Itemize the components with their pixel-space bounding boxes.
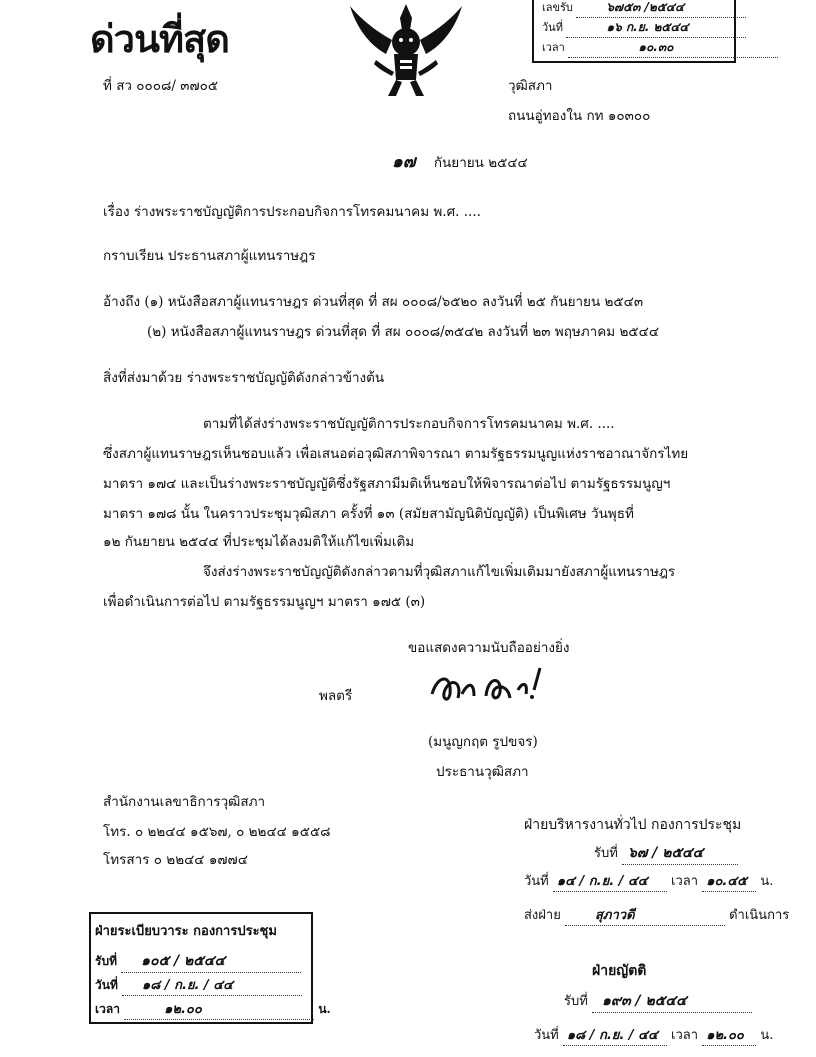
office-phone: โทร. ๐ ๒๒๔๔ ๑๕๖๗, ๐ ๒๒๔๔ ๑๕๕๘ <box>103 824 331 840</box>
reference-2: (๒) หนังสือสภาผู้แทนราษฎร ด่วนที่สุด ที่ สผ ๐๐๐๘/๓๕๔๒ ลงวันที่ ๒๓ พฤษภาคม ๒๕๔๔ <box>147 324 660 340</box>
top-stamp-row3-label: เวลา <box>542 41 565 54</box>
body-line-5: ๑๒ กันยายน ๒๕๔๔ ที่ประชุมได้ลงมติให้แก้ไขเพิ่มเติม <box>103 534 415 550</box>
received-stamp-top <box>532 0 736 63</box>
enclosure-line: สิ่งที่ส่งมาด้วย ร่างพระราชบัญญัติดังกล่าวข้างต้น <box>103 370 385 386</box>
admin-stamp-action-label: ดำเนินการ <box>729 908 790 923</box>
agenda-stamp-time-suffix: น. <box>318 1002 331 1016</box>
reference-1: อ้างถึง (๑) หนังสือสภาผู้แทนราษฎร ด่วนที่สุด ที่ สผ ๐๐๐๘/๖๕๒๐ ลงวันที่ ๒๕ กันยายน ๒๕๔๓ <box>103 294 644 310</box>
admin-stamp-recv-label: รับที่ <box>594 846 618 861</box>
agenda-stamp-time-value: ๑๒.๐๐ <box>124 998 314 1020</box>
legal-stamp-date-label: วันที่ <box>534 1028 559 1043</box>
letter-date <box>392 148 528 175</box>
agenda-stamp-date-label: วันที่ <box>95 978 118 992</box>
recipient-line: กราบเรียน ประธานสภาผู้แทนราษฎร <box>103 248 316 264</box>
admin-stamp-dept-value: สุภาวดี <box>565 904 725 926</box>
top-stamp-row2-value: ๑๖ ก.ย. ๒๕๔๔ <box>566 18 746 38</box>
admin-stamp-date-label: วันที่ <box>524 874 549 889</box>
letter-date-month-year: กันยายน ๒๕๔๔ <box>433 155 528 171</box>
garuda-emblem-icon <box>346 0 466 100</box>
letter-date-day: ๑๗ <box>392 152 416 172</box>
handwritten-signature <box>428 664 558 714</box>
admin-stamp-date-value: ๑๔ / ก.ย. / ๔๔ <box>553 870 667 892</box>
sender-org: วุฒิสภา <box>508 78 553 94</box>
admin-stamp-time-label: เวลา <box>671 874 699 889</box>
sender-address: ถนนอู่ทองใน กท ๑๐๓๐๐ <box>508 108 651 124</box>
admin-stamp-title: ฝ่ายบริหารงานทั่วไป กองการประชุม <box>524 817 742 833</box>
agenda-stamp-title: ฝ่ายระเบียบวาระ กองการประชุม <box>95 924 277 939</box>
legal-stamp-time-value: ๑๒.๐๐ <box>702 1024 756 1046</box>
admin-stamp-time-suffix: น. <box>760 874 774 889</box>
body-line-4: มาตรา ๑๗๘ นั้น ในคราวประชุมวุฒิสภา ครั้งที่ ๑๓ (สมัยสามัญนิติบัญญัติ) เป็นพิเศษ วันพุธที่ <box>103 506 634 522</box>
body-line-2: ซึ่งสภาผู้แทนราษฎรเห็นชอบแล้ว เพื่อเสนอต่อวุฒิสภาพิจารณา ตามรัฐธรรมนูญแห่งราชอาณาจักรไทย <box>103 446 689 462</box>
top-stamp-row2-label: วันที่ <box>542 21 563 34</box>
agenda-stamp-date-value: ๑๘ / ก.ย. / ๔๔ <box>122 974 302 996</box>
subject-line: เรื่อง ร่างพระราชบัญญัติการประกอบกิจการโทรคมนาคม พ.ศ. .... <box>103 204 481 220</box>
office-fax: โทรสาร ๐ ๒๒๔๔ ๑๗๗๔ <box>103 852 248 868</box>
legal-stamp-time-suffix: น. <box>760 1028 774 1043</box>
legal-stamp-recv-value: ๑๙๓ / ๒๕๔๔ <box>592 990 752 1013</box>
admin-stamp <box>524 814 790 934</box>
legal-stamp-title: ฝ่ายญัตติ <box>592 963 647 979</box>
top-stamp-row1-label: เลขรับ <box>542 1 573 14</box>
office-name: สำนักงานเลขาธิการวุฒิสภา <box>103 794 266 810</box>
signer-position: ประธานวุฒิสภา <box>436 764 529 780</box>
admin-stamp-recv-value: ๖๗ / ๒๕๔๔ <box>622 842 738 865</box>
body-line-6: จึงส่งร่างพระราชบัญญัติดังกล่าวตามที่วุฒิสภาแก้ไขเพิ่มเติมมายังสภาผู้แทนราษฎร <box>203 564 676 580</box>
top-stamp-row3-value: ๑๐.๓๐ <box>568 38 778 58</box>
legal-stamp <box>534 958 784 1053</box>
legal-stamp-recv-label: รับที่ <box>564 994 588 1009</box>
legal-stamp-date-value: ๑๘ / ก.ย. / ๔๔ <box>563 1024 667 1046</box>
agenda-stamp <box>89 912 331 1024</box>
body-line-7: เพื่อดำเนินการต่อไป ตามรัฐธรรมนูญฯ มาตรา ๑๗๕ (๓) <box>103 594 426 610</box>
agenda-stamp-recv-value: ๑๐๕ / ๒๕๔๔ <box>121 950 301 973</box>
legal-stamp-time-label: เวลา <box>671 1028 699 1043</box>
closing-line: ขอแสดงความนับถืออย่างยิ่ง <box>408 640 570 656</box>
signer-name: (มนูญกฤต รูปขจร) <box>428 734 538 750</box>
body-line-1: ตามที่ได้ส่งร่างพระราชบัญญัติการประกอบกิจการโทรคมนาคม พ.ศ. .... <box>203 416 615 432</box>
body-line-3: มาตรา ๑๗๔ และเป็นร่างพระราชบัญญัติซึ่งรัฐสภามีมติเห็นชอบให้พิจารณาต่อไป ตามรัฐธรรมนูญฯ <box>103 476 671 492</box>
agenda-stamp-recv-label: รับที่ <box>95 954 117 968</box>
top-stamp-row1-value: ๖๗๕๓ /๒๕๔๔ <box>576 0 746 18</box>
agenda-stamp-time-label: เวลา <box>95 1002 120 1016</box>
admin-stamp-time-value: ๑๐.๔๕ <box>702 870 756 892</box>
admin-stamp-dept-label: ส่งฝ่าย <box>524 908 561 923</box>
signer-rank: พลตรี <box>319 688 353 704</box>
urgency-heading: ด่วนที่สุด <box>90 17 229 61</box>
document-number: ที่ สว ๐๐๐๘/ ๓๗๐๕ <box>103 78 219 94</box>
